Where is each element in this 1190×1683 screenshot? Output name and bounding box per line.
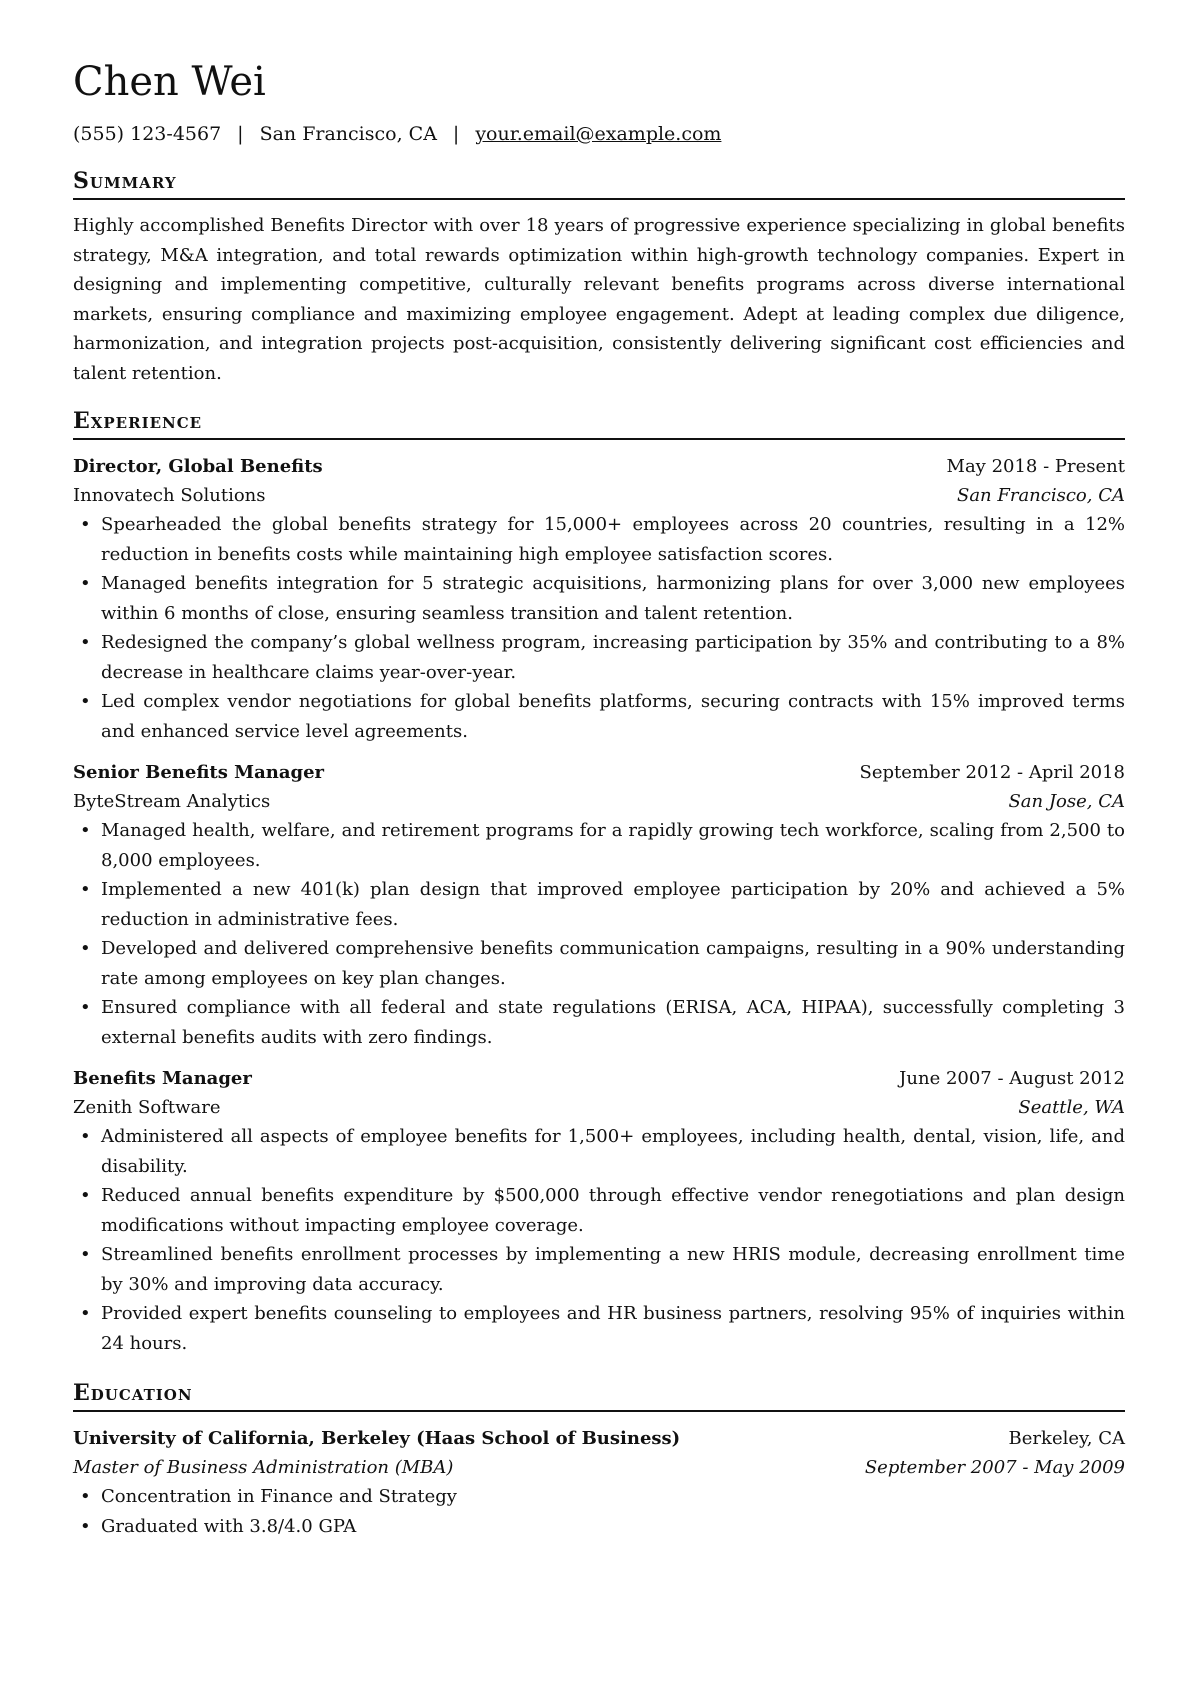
job-bullet: • Redesigned the company’s global wellness program, increasing participation by 35% and contributing to a 8% decrease in healthcare claims year-over-year. xyxy=(73,628,1125,687)
job-title: Benefits Manager xyxy=(73,1068,252,1089)
education-dates: September 2007 - May 2009 xyxy=(864,1457,1125,1478)
job-bullet: • Led complex vendor negotiations for global benefits platforms, securing contracts with 15% improved terms and enhanced service level agreements. xyxy=(73,687,1125,746)
job-entry xyxy=(73,758,1125,1052)
candidate-name: Chen Wei xyxy=(73,59,266,105)
job-entry xyxy=(73,452,1125,746)
resume-page xyxy=(73,58,1125,1541)
job-location: San Jose, CA xyxy=(1008,791,1125,812)
summary-section xyxy=(73,168,1125,388)
job-location: San Francisco, CA xyxy=(956,485,1125,506)
job-bullet: • Ensured compliance with all federal and state regulations (ERISA, ACA, HIPAA), successfully completing 3 external benefits audits with zero findings. xyxy=(73,993,1125,1052)
job-title: Senior Benefits Manager xyxy=(73,762,324,783)
job-dates: September 2012 - April 2018 xyxy=(859,762,1125,783)
education-section xyxy=(73,1380,1125,1541)
contact-separator: | xyxy=(452,123,460,145)
education-heading: Education xyxy=(73,1380,1125,1412)
education-bullet: • Graduated with 3.8/4.0 GPA xyxy=(73,1512,1125,1542)
education-bullet: • Concentration in Finance and Strategy xyxy=(73,1482,1125,1512)
job-bullets xyxy=(73,510,1125,746)
degree-name: Master of Business Administration (MBA) xyxy=(73,1457,454,1478)
company-name: Zenith Software xyxy=(73,1097,221,1118)
experience-section xyxy=(73,408,1125,1358)
job-bullet: • Developed and delivered comprehensive benefits communication campaigns, resulting in a 90% understanding rate among employees on key plan changes. xyxy=(73,934,1125,993)
job-bullet: • Implemented a new 401(k) plan design that improved employee participation by 20% and achieved a 5% reduction in administrative fees. xyxy=(73,875,1125,934)
job-bullet: • Provided expert benefits counseling to employees and HR business partners, resolving 95% of inquiries within 24 hours. xyxy=(73,1299,1125,1358)
company-name: Innovatech Solutions xyxy=(73,485,266,506)
job-entry xyxy=(73,1064,1125,1358)
job-location: Seattle, WA xyxy=(1018,1097,1125,1118)
job-dates: June 2007 - August 2012 xyxy=(899,1068,1125,1089)
school-name: University of California, Berkeley (Haas School of Business) xyxy=(73,1428,681,1449)
job-bullet: • Reduced annual benefits expenditure by $500,000 through effective vendor renegotiations and plan design modifications without impacting employee coverage. xyxy=(73,1181,1125,1240)
contact-line xyxy=(73,120,1125,148)
contact-separator: | xyxy=(237,123,244,145)
school-location: Berkeley, CA xyxy=(1008,1428,1125,1449)
job-bullets xyxy=(73,816,1125,1052)
contact-location: San Francisco, CA xyxy=(259,123,437,145)
job-bullet: • Spearheaded the global benefits strategy for 15,000+ employees across 20 countries, resulting in a 12% reduction in benefits costs while maintaining high employee satisfaction scores. xyxy=(73,510,1125,569)
job-bullet: • Streamlined benefits enrollment processes by implementing a new HRIS module, decreasing enrollment time by 30% and improving data accuracy. xyxy=(73,1240,1125,1299)
experience-heading: Experience xyxy=(73,408,1125,440)
job-bullet: • Managed benefits integration for 5 strategic acquisitions, harmonizing plans for over 3,000 new employees within 6 months of close, ensuring seamless transition and talent retention. xyxy=(73,569,1125,628)
job-dates: May 2018 - Present xyxy=(946,456,1125,477)
job-bullet: • Administered all aspects of employee benefits for 1,500+ employees, including health, dental, vision, life, and disability. xyxy=(73,1122,1125,1181)
summary-heading: Summary xyxy=(73,168,1125,200)
education-bullets xyxy=(73,1482,1125,1541)
email-link[interactable]: your.email@example.com xyxy=(475,123,722,145)
phone-number: (555) 123-4567 xyxy=(73,123,222,145)
job-title: Director, Global Benefits xyxy=(73,456,323,477)
company-name: ByteStream Analytics xyxy=(73,791,271,812)
education-entry xyxy=(73,1424,1125,1541)
job-bullet: • Managed health, welfare, and retirement programs for a rapidly growing tech workforce, scaling from 2,500 to 8,000 employees. xyxy=(73,816,1125,875)
job-bullets xyxy=(73,1122,1125,1358)
summary-text: Highly accomplished Benefits Director with over 18 years of progressive experience specializing in global benefits strategy, M&A integration, and total rewards optimization within high-growth technology companies. Expert in designing and implementing competitive, culturally relevant benefits programs across diverse international markets, ensuring compliance and maximizing employee engagement. Adept at leading complex due diligence, harmonization, and integration projects post-acquisition, consistently delivering significant cost efficiencies and talent retention. xyxy=(73,215,1125,384)
